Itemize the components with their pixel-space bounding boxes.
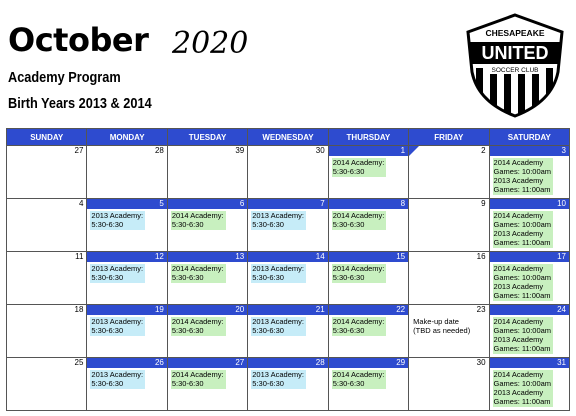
- day-cell[interactable]: [167, 358, 247, 411]
- day-cell[interactable]: [87, 358, 167, 411]
- day-number: 8: [329, 199, 408, 209]
- calendar-grid: [6, 128, 570, 411]
- calendar-header: [0, 0, 576, 128]
- day-cell[interactable]: [409, 358, 489, 411]
- calendar-event[interactable]: 2014 Academy: 5:30-6:30: [332, 317, 385, 335]
- day-cell[interactable]: [328, 252, 408, 305]
- day-cell[interactable]: [409, 305, 489, 358]
- calendar-event[interactable]: 2014 Academy: 5:30-6:30: [332, 158, 385, 176]
- day-cell[interactable]: [328, 358, 408, 411]
- weekday-header-sunday: SUNDAY: [7, 129, 87, 146]
- day-cell[interactable]: [248, 252, 328, 305]
- day-number: 15: [329, 252, 408, 262]
- weekday-header-row: [7, 129, 570, 146]
- day-number: 25: [74, 358, 84, 367]
- week-row: [7, 305, 570, 358]
- day-cell[interactable]: [7, 199, 87, 252]
- calendar-event[interactable]: Make-up date (TBD as needed): [413, 317, 471, 335]
- calendar-event[interactable]: 2013 Academy: 5:30-6:30: [252, 211, 304, 229]
- calendar-event[interactable]: 2014 Academy Games: 10:00am 2013 Academy Games: 11:00am: [493, 264, 552, 300]
- svg-text:UNITED: UNITED: [481, 43, 549, 63]
- day-cell[interactable]: [7, 146, 87, 199]
- day-number: 29: [329, 358, 408, 368]
- day-cell[interactable]: [489, 146, 569, 199]
- weekday-header-tuesday: TUESDAY: [167, 129, 247, 146]
- day-number: 27: [74, 146, 84, 155]
- weekday-header-monday: MONDAY: [87, 129, 167, 146]
- day-cell[interactable]: [87, 305, 167, 358]
- day-number: 22: [329, 305, 408, 315]
- day-number: 4: [78, 199, 84, 208]
- day-number: 24: [490, 305, 569, 315]
- week-row: [7, 252, 570, 305]
- weekday-header-wednesday: WEDNESDAY: [248, 129, 328, 146]
- calendar-event[interactable]: 2013 Academy: 5:30-6:30: [252, 264, 304, 282]
- calendar-event[interactable]: 2014 Academy: 5:30-6:30: [171, 264, 224, 282]
- day-cell[interactable]: [489, 199, 569, 252]
- calendar-event[interactable]: 2014 Academy: 5:30-6:30: [171, 211, 224, 229]
- program-subtitle: Academy Program: [8, 69, 121, 86]
- week-row: [7, 199, 570, 252]
- calendar-event[interactable]: 2013 Academy: 5:30-6:30: [91, 370, 144, 388]
- day-cell[interactable]: [328, 146, 408, 199]
- day-number: 19: [87, 305, 166, 315]
- day-number: 13: [168, 252, 247, 262]
- birth-years-subtitle: Birth Years 2013 & 2014: [8, 95, 152, 112]
- calendar-event[interactable]: 2014 Academy Games: 10:00am 2013 Academy Games: 11:00am: [493, 158, 552, 194]
- day-number: 30: [476, 358, 486, 367]
- day-cell[interactable]: [7, 252, 87, 305]
- day-number: 28: [154, 146, 164, 155]
- day-cell[interactable]: [328, 305, 408, 358]
- day-number: 30: [315, 146, 325, 155]
- day-number: 20: [168, 305, 247, 315]
- weekday-header-saturday: SATURDAY: [489, 129, 569, 146]
- day-cell[interactable]: [489, 252, 569, 305]
- day-number: 21: [248, 305, 327, 315]
- calendar-event[interactable]: 2013 Academy: 5:30-6:30: [91, 317, 144, 335]
- chesapeake-united-logo: [462, 12, 568, 118]
- svg-text:SOCCER CLUB: SOCCER CLUB: [491, 67, 539, 74]
- calendar-event[interactable]: 2014 Academy: 5:30-6:30: [171, 317, 224, 335]
- week-row: [7, 146, 570, 199]
- weekday-header-thursday: THURSDAY: [328, 129, 408, 146]
- day-number: 23: [476, 305, 486, 314]
- day-cell[interactable]: [7, 305, 87, 358]
- day-number: 39: [235, 146, 245, 155]
- day-cell[interactable]: [328, 199, 408, 252]
- day-number: 17: [490, 252, 569, 262]
- day-cell[interactable]: [489, 358, 569, 411]
- day-cell[interactable]: [167, 199, 247, 252]
- day-cell[interactable]: [489, 305, 569, 358]
- day-number: 1: [329, 146, 408, 156]
- day-cell[interactable]: [87, 199, 167, 252]
- day-number: 3: [490, 146, 569, 156]
- day-cell[interactable]: [167, 252, 247, 305]
- day-number: 14: [248, 252, 327, 262]
- day-number: 11: [75, 252, 84, 261]
- day-number: 31: [490, 358, 569, 368]
- calendar-event[interactable]: 2014 Academy: 5:30-6:30: [332, 370, 385, 388]
- calendar-event[interactable]: 2014 Academy: 5:30-6:30: [171, 370, 224, 388]
- calendar-event[interactable]: 2014 Academy Games: 10:00am 2013 Academy Games: 11:00am: [493, 317, 552, 353]
- day-number: 16: [476, 252, 486, 261]
- day-cell[interactable]: [7, 358, 87, 411]
- year-title: 2020: [172, 26, 249, 61]
- day-cell[interactable]: [248, 199, 328, 252]
- day-number: 2: [409, 146, 488, 156]
- weekday-header-friday: FRIDAY: [409, 129, 489, 146]
- day-cell[interactable]: [167, 146, 247, 199]
- day-cell[interactable]: [248, 146, 328, 199]
- svg-text:CHESAPEAKE: CHESAPEAKE: [485, 28, 545, 38]
- calendar-event[interactable]: 2014 Academy: 5:30-6:30: [332, 211, 385, 229]
- calendar-event[interactable]: 2014 Academy: 5:30-6:30: [332, 264, 385, 282]
- day-number: 27: [168, 358, 247, 368]
- calendar-event[interactable]: 2013 Academy: 5:30-6:30: [91, 211, 144, 229]
- day-cell[interactable]: [87, 146, 167, 199]
- day-cell[interactable]: [167, 305, 247, 358]
- day-cell[interactable]: [87, 252, 167, 305]
- calendar-event[interactable]: 2013 Academy: 5:30-6:30: [252, 370, 304, 388]
- day-number: 26: [87, 358, 166, 368]
- calendar-event[interactable]: 2014 Academy Games: 10:00am 2013 Academy Games: 11:00am: [493, 370, 552, 406]
- day-number: 5: [87, 199, 166, 209]
- day-number: 9: [481, 199, 486, 208]
- day-number: 7: [248, 199, 327, 209]
- calendar-event[interactable]: 2014 Academy Games: 10:00am 2013 Academy Games: 11:00am: [493, 211, 552, 247]
- day-number: 10: [490, 199, 569, 209]
- day-number: 12: [87, 252, 166, 262]
- calendar-event[interactable]: 2013 Academy: 5:30-6:30: [252, 317, 304, 335]
- week-row: [7, 358, 570, 411]
- day-cell[interactable]: [248, 305, 328, 358]
- day-cell[interactable]: [248, 358, 328, 411]
- day-cell[interactable]: [409, 146, 489, 199]
- day-number: 28: [248, 358, 327, 368]
- day-number: 18: [74, 305, 84, 314]
- day-number: 6: [168, 199, 247, 209]
- day-cell[interactable]: [409, 252, 489, 305]
- calendar-event[interactable]: 2013 Academy: 5:30-6:30: [91, 264, 144, 282]
- day-cell[interactable]: [409, 199, 489, 252]
- month-title: October: [8, 21, 149, 59]
